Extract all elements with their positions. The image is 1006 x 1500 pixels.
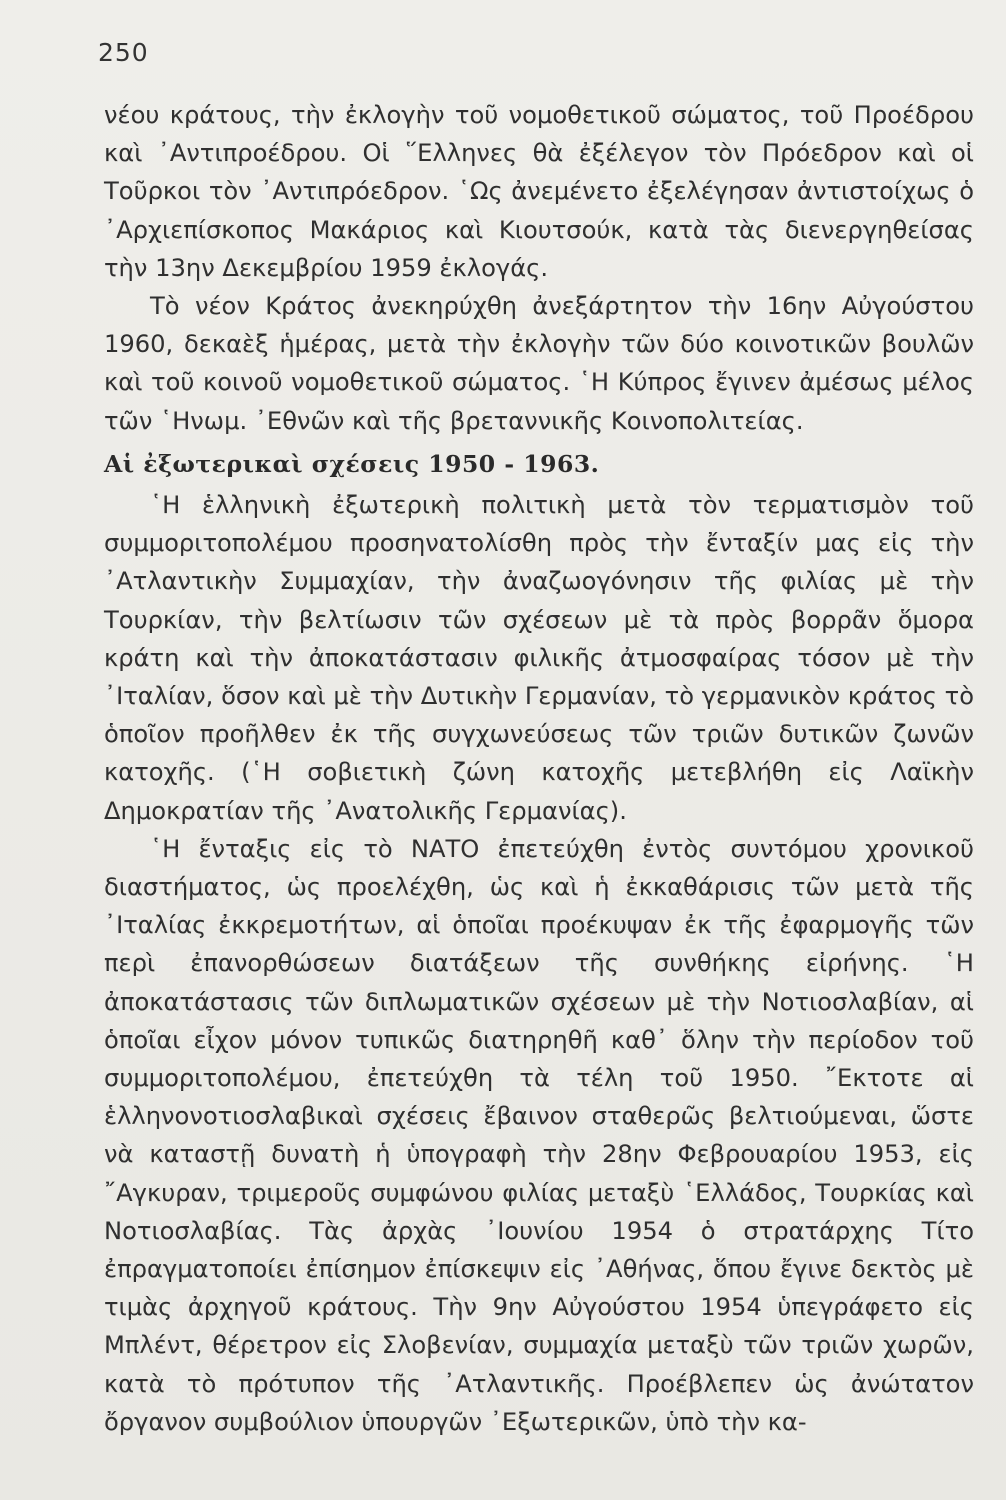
section-paragraph-2: ῾Η ἔνταξις εἰς τὸ ΝΑΤΟ ἐπετεύχθη ἐντὸς συντόμου χρονικοῦ διαστήματος, ὡς προελέχθη, ὡς καὶ ἡ ἐκκαθάρισις τῶν μετὰ τῆς ᾿Ιταλίας ἐκκρεμοτήτων, αἱ ὁποῖαι προέκυψαν ἐκ τῆς ἐφαρμογῆς τῶν περὶ ἐπανορθώσεων διατάξεων τῆς συνθήκης εἰρήνης. ῾Η ἀποκατάστασις τῶν διπλωματικῶν σχέσεων μὲ τὴν Νοτιοσλαβίαν, αἱ ὁποῖαι εἶχον μόνον τυπικῶς διατηρηθῆ καθ᾿ ὅλην τὴν περίοδον τοῦ συμμοριτοπολέμου, ἐπετεύχθη τὰ τέλη τοῦ 1950. ῎Εκτοτε αἱ ἑλληνονοτιοσλαβικαὶ σχέσεις ἔβαινον σταθερῶς βελτιούμεναι, ὥστε νὰ καταστῇ δυνατὴ ἡ ὑπογραφὴ τὴν 28ην Φεβρουαρίου 1953, εἰς ῎Αγκυραν, τριμεροῦς συμφώνου φιλίας μεταξὺ ῾Ελλάδος, Τουρκίας καὶ Νοτιοσλαβίας. Τὰς ἀρχὰς ᾿Ιουνίου 1954 ὁ στρατάρχης Τίτο ἐπραγματοποίει ἐπίσημον ἐπίσκεψιν εἰς ᾿Αθήνας, ὅπου ἔγινε δεκτὸς μὲ τιμὰς ἀρχηγοῦ κράτους. Τὴν 9ην Αὐγούστου 1954 ὑπεγράφετο εἰς Μπλέντ, θέρετρον εἰς Σλοβενίαν, συμμαχία μεταξὺ τῶν τριῶν χωρῶν, κατὰ τὸ πρότυπον τῆς ᾿Ατλαντικῆς. Προέβλεπεν ὡς ἀνώτατον ὄργανον συμβούλιον ὑπουργῶν ᾿Εξωτερικῶν, ὑπὸ τὴν κα-	[104, 834, 974, 1436]
intro-text-block	[104, 96, 974, 440]
section-paragraph-1: ῾Η ἑλληνικὴ ἐξωτερικὴ πολιτικὴ μετὰ τὸν τερματισμὸν τοῦ συμμοριτοπολέμου προσηνατολίσθη πρὸς τὴν ἔνταξίν μας εἰς τὴν ᾿Ατλαντικὴν Συμμαχίαν, τὴν ἀναζωογόνησιν τῆς φιλίας μὲ τὴν Τουρκίαν, τὴν βελτίωσιν τῶν σχέσεων μὲ τὰ πρὸς βορρᾶν ὅμορα κράτη καὶ τὴν ἀποκατάστασιν φιλικῆς ἀτμοσφαίρας τόσον μὲ τὴν ᾿Ιταλίαν, ὅσον καὶ μὲ τὴν Δυτικὴν Γερμανίαν, τὸ γερμανικὸν κράτος τὸ ὁποῖον προῆλθεν ἐκ τῆς συγχωνεύσεως τῶν τριῶν δυτικῶν ζωνῶν κατοχῆς. (῾Η σοβιετικὴ ζώνη κατοχῆς μετεβλήθη εἰς Λαϊκὴν Δημοκρατίαν τῆς ᾿Ανατολικῆς Γερμανίας).	[104, 491, 974, 825]
page-number: 250	[98, 38, 149, 67]
intro-paragraph-2: Τὸ νέον Κράτος ἀνεκηρύχθη ἀνεξάρτητον τὴν 16ην Αὐγούστου 1960, δεκαὲξ ἡμέρας, μετὰ τὴν ἐκλογὴν τῶν δύο κοινοτικῶν βουλῶν καὶ τοῦ κοινοῦ νομοθετικοῦ σώματος. ῾Η Κύπρος ἔγινεν ἀμέσως μέλος τῶν ῾Ηνωμ. ᾿Εθνῶν καὶ τῆς βρεταννικῆς Κοινοπολιτείας.	[104, 292, 974, 435]
section-heading: Αἱ ἐξωτερικαὶ σχέσεις 1950 - 1963.	[104, 450, 600, 478]
section-text-block	[104, 486, 974, 1441]
intro-paragraph-1: νέου κράτους, τὴν ἐκλογὴν τοῦ νομοθετικοῦ σώματος, τοῦ Προέδρου καὶ ᾿Αντιπροέδρου. Οἱ ῞Ελληνες θὰ ἐξέλεγον τὸν Πρόεδρον καὶ οἱ Τοῦρκοι τὸν ᾿Αντιπρόεδρον. ῾Ως ἀνεμένετο ἐξελέγησαν ἀντιστοίχως ὁ ᾿Αρχιεπίσκοπος Μακάριος καὶ Κιουτσούκ, κατὰ τὰς διενεργηθείσας τὴν 13ην Δεκεμβρίου 1959 ἐκλογάς.	[104, 101, 974, 282]
